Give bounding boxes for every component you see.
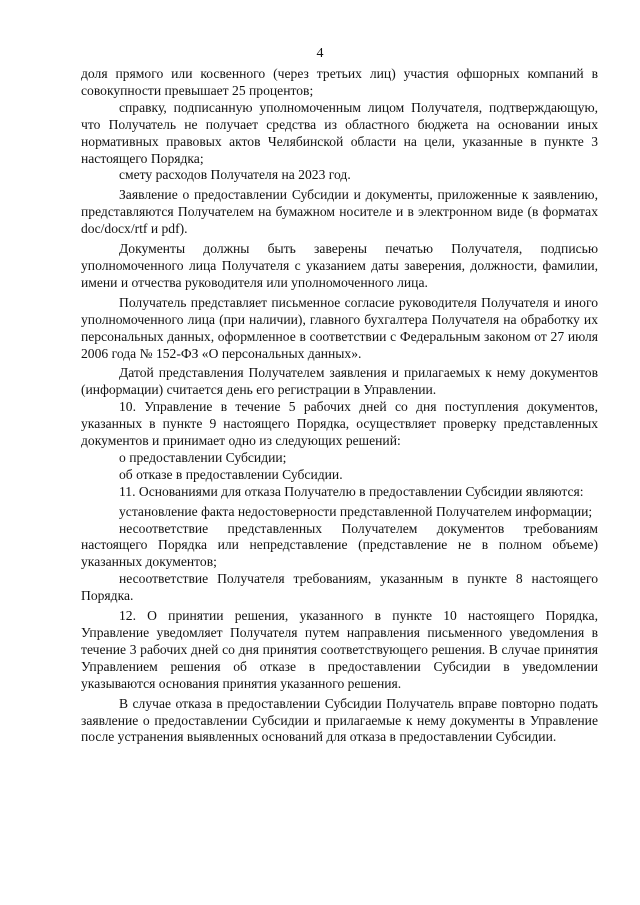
paragraph: смету расходов Получателя на 2023 год. bbox=[119, 167, 351, 183]
paragraph: 12. О принятии решения, указанного в пункте 10 настоящего Порядка, Управление уведомляет Получателя путем направления письменного уведомления в течение 3 рабочих дней со дня принятия соответствующего решения. В случае принятия Управлением решения об отказе в предоставлении Субсидии в уведомлении указываются основания принятия указанного решения. bbox=[81, 608, 598, 691]
paragraph: 11. Основаниями для отказа Получателю в предоставлении Субсидии являются: bbox=[119, 483, 584, 499]
paragraph: Заявление о предоставлении Субсидии и документы, приложенные к заявлению, представляются Получателем на бумажном носителе и в электронном виде (в форматах doc/docx/rtf и pdf). bbox=[81, 187, 598, 237]
paragraph: 10. Управление в течение 5 рабочих дней со дня поступления документов, указанных в пункте 9 настоящего Порядка, осуществляет проверку представленных документов и принимает одно из следующих решений: bbox=[81, 399, 598, 449]
paragraph: доля прямого или косвенного (через третьих лиц) участия офшорных компаний в совокупности превышает 25 процентов; bbox=[81, 66, 598, 98]
paragraph: установление факта недостоверности представленной Получателем информации; bbox=[119, 503, 593, 519]
paragraph: о предоставлении Субсидии; bbox=[119, 449, 287, 465]
paragraph: Документы должны быть заверены печатью Получателя, подписью уполномоченного лица Получателя с указанием даты заверения, должности, фамилии, имени и отчества руководителя или уполномоченного лица. bbox=[81, 241, 598, 290]
document-body bbox=[81, 66, 598, 746]
paragraph: несоответствие Получателя требованиям, указанным в пункте 8 настоящего Порядка. bbox=[81, 571, 598, 604]
paragraph: В случае отказа в предоставлении Субсидии Получатель вправе повторно подать заявление о предоставлении Субсидии и прилагаемые к нему документы в Управление после устранения выявленных оснований для отказа в предоставлении Субсидии. bbox=[81, 695, 598, 745]
paragraph: Датой представления Получателем заявления и прилагаемых к нему документов (информации) считается день его регистрации в Управлении. bbox=[81, 365, 598, 398]
page-number: 4 bbox=[316, 46, 324, 61]
paragraph: несоответствие представленных Получателем документов требованиям настоящего Порядка или непредставление (представление не в полном объеме) указанных документов; bbox=[81, 520, 598, 570]
paragraph: об отказе в предоставлении Субсидии. bbox=[119, 466, 343, 482]
paragraph: Получатель представляет письменное согласие руководителя Получателя и иного уполномоченного лица (при наличии), главного бухгалтера Получателя на обработку их персональных данных, оформленное в соответствии с Федеральным законом от 27 июля 2006 года № 152-ФЗ «О персональных данных». bbox=[81, 294, 598, 361]
paragraph: справку, подписанную уполномоченным лицом Получателя, подтверждающую, что Получатель не получает средства из областного бюджета на основании иных нормативных правовых актов Челябинской области на цели, указанные в пункте 3 настоящего Порядка; bbox=[81, 99, 598, 166]
